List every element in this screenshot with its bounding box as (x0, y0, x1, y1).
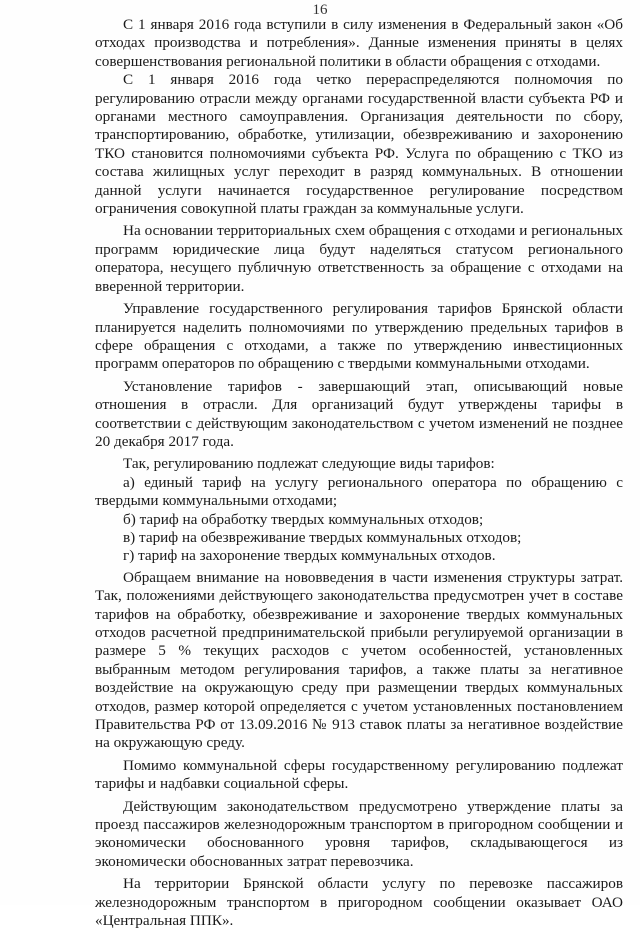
paragraph-law-changes: С 1 января 2016 года вступили в силу изменения в Федеральный закон «Об отходах производства и потребления». Данные изменения приняты в целях совершенствования региональной политики в области обращения с отходами. (95, 16, 623, 70)
list-item-neutralization-tariff: в) тариф на обезвреживание твердых коммунальных отходов; (123, 528, 522, 546)
paragraph-social-sphere: Помимо коммунальной сферы государственному регулированию подлежат тарифы и надбавки социальной сферы. (95, 756, 623, 793)
paragraph-central-ppk: На территории Брянской области услугу по перевозке пассажиров железнодорожным транспортом в пригородном сообщении оказывает ОАО «Центральная ППК». (95, 875, 623, 930)
paragraph-cost-structure: Обращаем внимание на нововведения в части изменения структуры затрат. Так, положениями действующего законодательства предусмотрен учет в составе тарифов на обработку, обезвреживание и захоронение твердых коммунальных отходов расчетной предпринимательской прибыли регулируемой организации в размере 5 % текущих расходов с учетом особенностей, установленных выбранным методом регулирования тарифов, а также платы за негативное воздействие на окружающую среду при размещении твердых коммунальных отходов, размер которой определяется с учетом установленных постановлением Правительства РФ от 13.09.2016 № 913 ставок платы за негативное воздействие на окружающую среду. (95, 568, 623, 752)
list-item-single-tariff: а) единый тариф на услугу регионального оператора по обращению с твердыми коммунальными отходами; (95, 473, 623, 510)
list-item-processing-tariff: б) тариф на обработку твердых коммунальных отходов; (123, 510, 484, 528)
paragraph-tariff-authority: Управление государственного регулирования тарифов Брянской области планируется наделить полномочиями по утверждению предельных тарифов в сфере обращения с отходами, а также по утверждению инвестиционных программ операторов по обращению с твердыми коммунальными отходами. (95, 300, 623, 373)
paragraph-powers-redistribution: С 1 января 2016 года четко перераспределяются полномочия по регулированию отрасли между органами государственной власти субъекта РФ и органами местного самоуправления. Организация деятельности по сбору, транспортированию, обработке, утилизации, обезвреживанию и захоронению ТКО становится полномочиями субъекта РФ. Услуга по обращению с ТКО из состава жилищных услуг переходит в разряд коммунальных. В отношении данной услуги начинается государственное регулирование посредством ограничения совокупной платы граждан за коммунальные услуги. (95, 71, 623, 218)
list-item-burial-tariff: г) тариф на захоронение твердых коммунальных отходов. (123, 547, 496, 565)
paragraph-regional-operator: На основании территориальных схем обращения с отходами и региональных программ юридические лица будут наделяться статусом регионального оператора, несущего публичную ответственность за обращение с отходами на вверенной территории. (95, 222, 623, 295)
paragraph-tariff-types-intro: Так, регулированию подлежат следующие виды тарифов: (123, 455, 495, 473)
page-number: 16 (312, 2, 328, 18)
document-body (95, 16, 623, 931)
paragraph-rail-fares: Действующим законодательством предусмотрено утверждение платы за проезд пассажиров железнодорожным транспортом в пригородном сообщении и экономически обоснованного уровня тарифов, складывающегося из экономически обоснованных затрат перевозчика. (95, 797, 623, 870)
paragraph-tariff-setting: Установление тарифов - завершающий этап, описывающий новые отношения в отрасли. Для организаций будут утверждены тарифы в соответствии с действующим законодательством с учетом изменений не позднее 20 декабря 2017 года. (95, 377, 623, 450)
